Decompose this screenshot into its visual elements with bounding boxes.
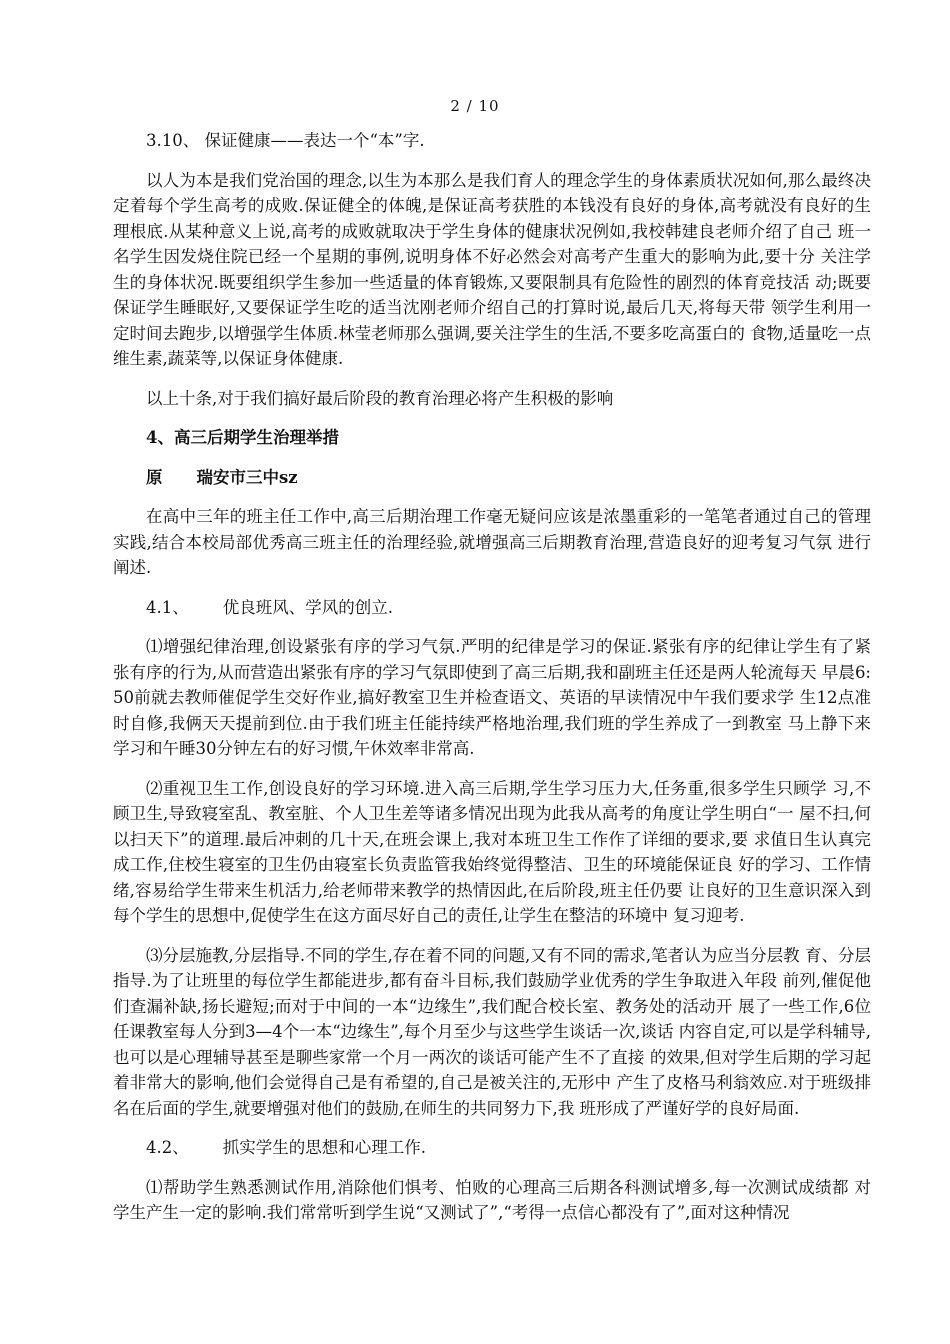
author-prefix: 原: [146, 467, 163, 487]
page-number: 2 / 10: [450, 97, 500, 115]
paragraph: ⑴帮助学生熟悉测试作用,消除他们惧考、怕败的心理高三后期各科测试增多,每一次测试成绩都 对学生产生一定的影响.我们常常听到学生说“又测试了”,“考得一点信心都没有了”,面对这种情况: [113, 1177, 871, 1222]
section-number: 4.1、: [146, 597, 189, 617]
paragraph: 在高中三年的班主任工作中,高三后期治理工作毫无疑问应该是浓墨重彩的一笔笔者通过自己的管理实践,结合本校局部优秀高三班主任的治理经验,就增强高三后期教育治理,营造良好的迎考复习气氛 进行阐述.: [113, 507, 871, 577]
section-title: 抓实学生的思想和心理工作.: [222, 1138, 426, 1157]
section-heading-4: 4、高三后期学生治理举措: [146, 428, 339, 447]
author-line: [113, 465, 871, 491]
paragraph: ⑵重视卫生工作,创设良好的学习环境.进入高三后期,学生学习压力大,任务重,很多学生只顾学 习,不顾卫生,导致寝室乱、教室脏、个人卫生差等诸多情况出现为此我从高考的角度让学生明白“一 屋不扫,何以扫天下”的道理.最后冲刺的几十天,在班会课上,我对本班卫生工作作了详细的要求,要 求值日生认真完成工作,住校生寝室的卫生仍由寝室长负责监管我始终觉得整洁、卫生的环境能保证良 好的学习、工作情绪,容易给学生带来生机活力,给老师带来教学的热情因此,在后阶段,班主任仍要 让良好的卫生意识深入到每个学生的思想中,促使学生在这方面尽好自己的责任,让学生在整洁的环境中 复习迎考.: [113, 778, 871, 925]
document-body: [113, 128, 871, 1240]
paragraph: ⑶分层施教,分层指导.不同的学生,存在着不同的问题,又有不同的需求,笔者认为应当分层教 育、分层指导.为了让班里的每位学生都能进步,都有奋斗目标,我们鼓励学业优秀的学生争取进入年段 前列,催促他们查漏补缺,扬长避短;而对于中间的一本“边缘生”,我们配合校长室、教务处的活动开 展了一些工作,6位任课教室每人分到3—4个一本“边缘生”,每个月至少与这些学生谈话一次,谈话 内容自定,可以是学科辅导,也可以是心理辅导甚至是聊些家常一个月一两次的谈话可能产生不了直接 的效果,但对学生后期的学习起着非常大的影响,他们会觉得自己是有希望的,自己是被关注的,无形中 产生了皮格马利翁效应.对于班级排名在后面的学生,就要增强对他们的鼓励,在师生的共同努力下,我 班形成了严谨好学的良好局面.: [113, 945, 871, 1118]
section-heading-3-10: 3.10、 保证健康——表达一个“本”字.: [146, 131, 425, 150]
section-number: 4.2、: [146, 1138, 189, 1157]
section-heading-4-2: [113, 1135, 871, 1161]
author-name: 瑞安市三中sz: [196, 467, 298, 487]
paragraph: 以上十条,对于我们搞好最后阶段的教育治理必将产生积极的影响: [146, 388, 614, 408]
section-title: 优良班风、学风的创立.: [222, 597, 393, 617]
paragraph: ⑴增强纪律治理,创设紧张有序的学习气氛.严明的纪律是学习的保证.紧张有序的纪律让学生有了紧张有序的行为,从而营造出紧张有序的学习气氛即使到了高三后期,我和副班主任还是两人轮流每天 早晨6: 50前就去教师催促学生交好作业,搞好教室卫生并检查语文、英语的早读情况中午我们要求学 生12点准时自修,我俩天天提前到位.由于我们班主任能持续严格地治理,我们班的学生养成了一到教室 马上静下来学习和午睡30分钟左右的好习惯,午休效率非常高.: [113, 637, 871, 758]
section-heading-4-1: [113, 595, 871, 621]
paragraph: 以人为本是我们党治国的理念,以生为本那么是我们育人的理念学生的身体素质状况如何,那么最终决 定着每个学生高考的成败.保证健全的体魄,是保证高考获胜的本钱没有良好的身体,高考就没有良好的生理根底.从某种意义上说,高考的成败就取决于学生身体的健康状况例如,我校韩建良老师介绍了自己 班一名学生因发烧住院已经一个星期的事例,说明身体不好必然会对高考产生重大的影响为此,要十分 关注学生的身体状况.既要组织学生参加一些适量的体育锻炼,又要限制具有危险性的剧烈的体育竞技活 动;既要保证学生睡眠好,又要保证学生吃的适当沈刚老师介绍自己的打算时说,最后几天,将每天带 领学生利用一定时间去跑步,以增强学生体质.林莹老师那么强调,要关注学生的生活,不要多吃高蛋白的 食物,适量吃一点维生素,蔬菜等,以保证身体健康.: [113, 170, 871, 368]
